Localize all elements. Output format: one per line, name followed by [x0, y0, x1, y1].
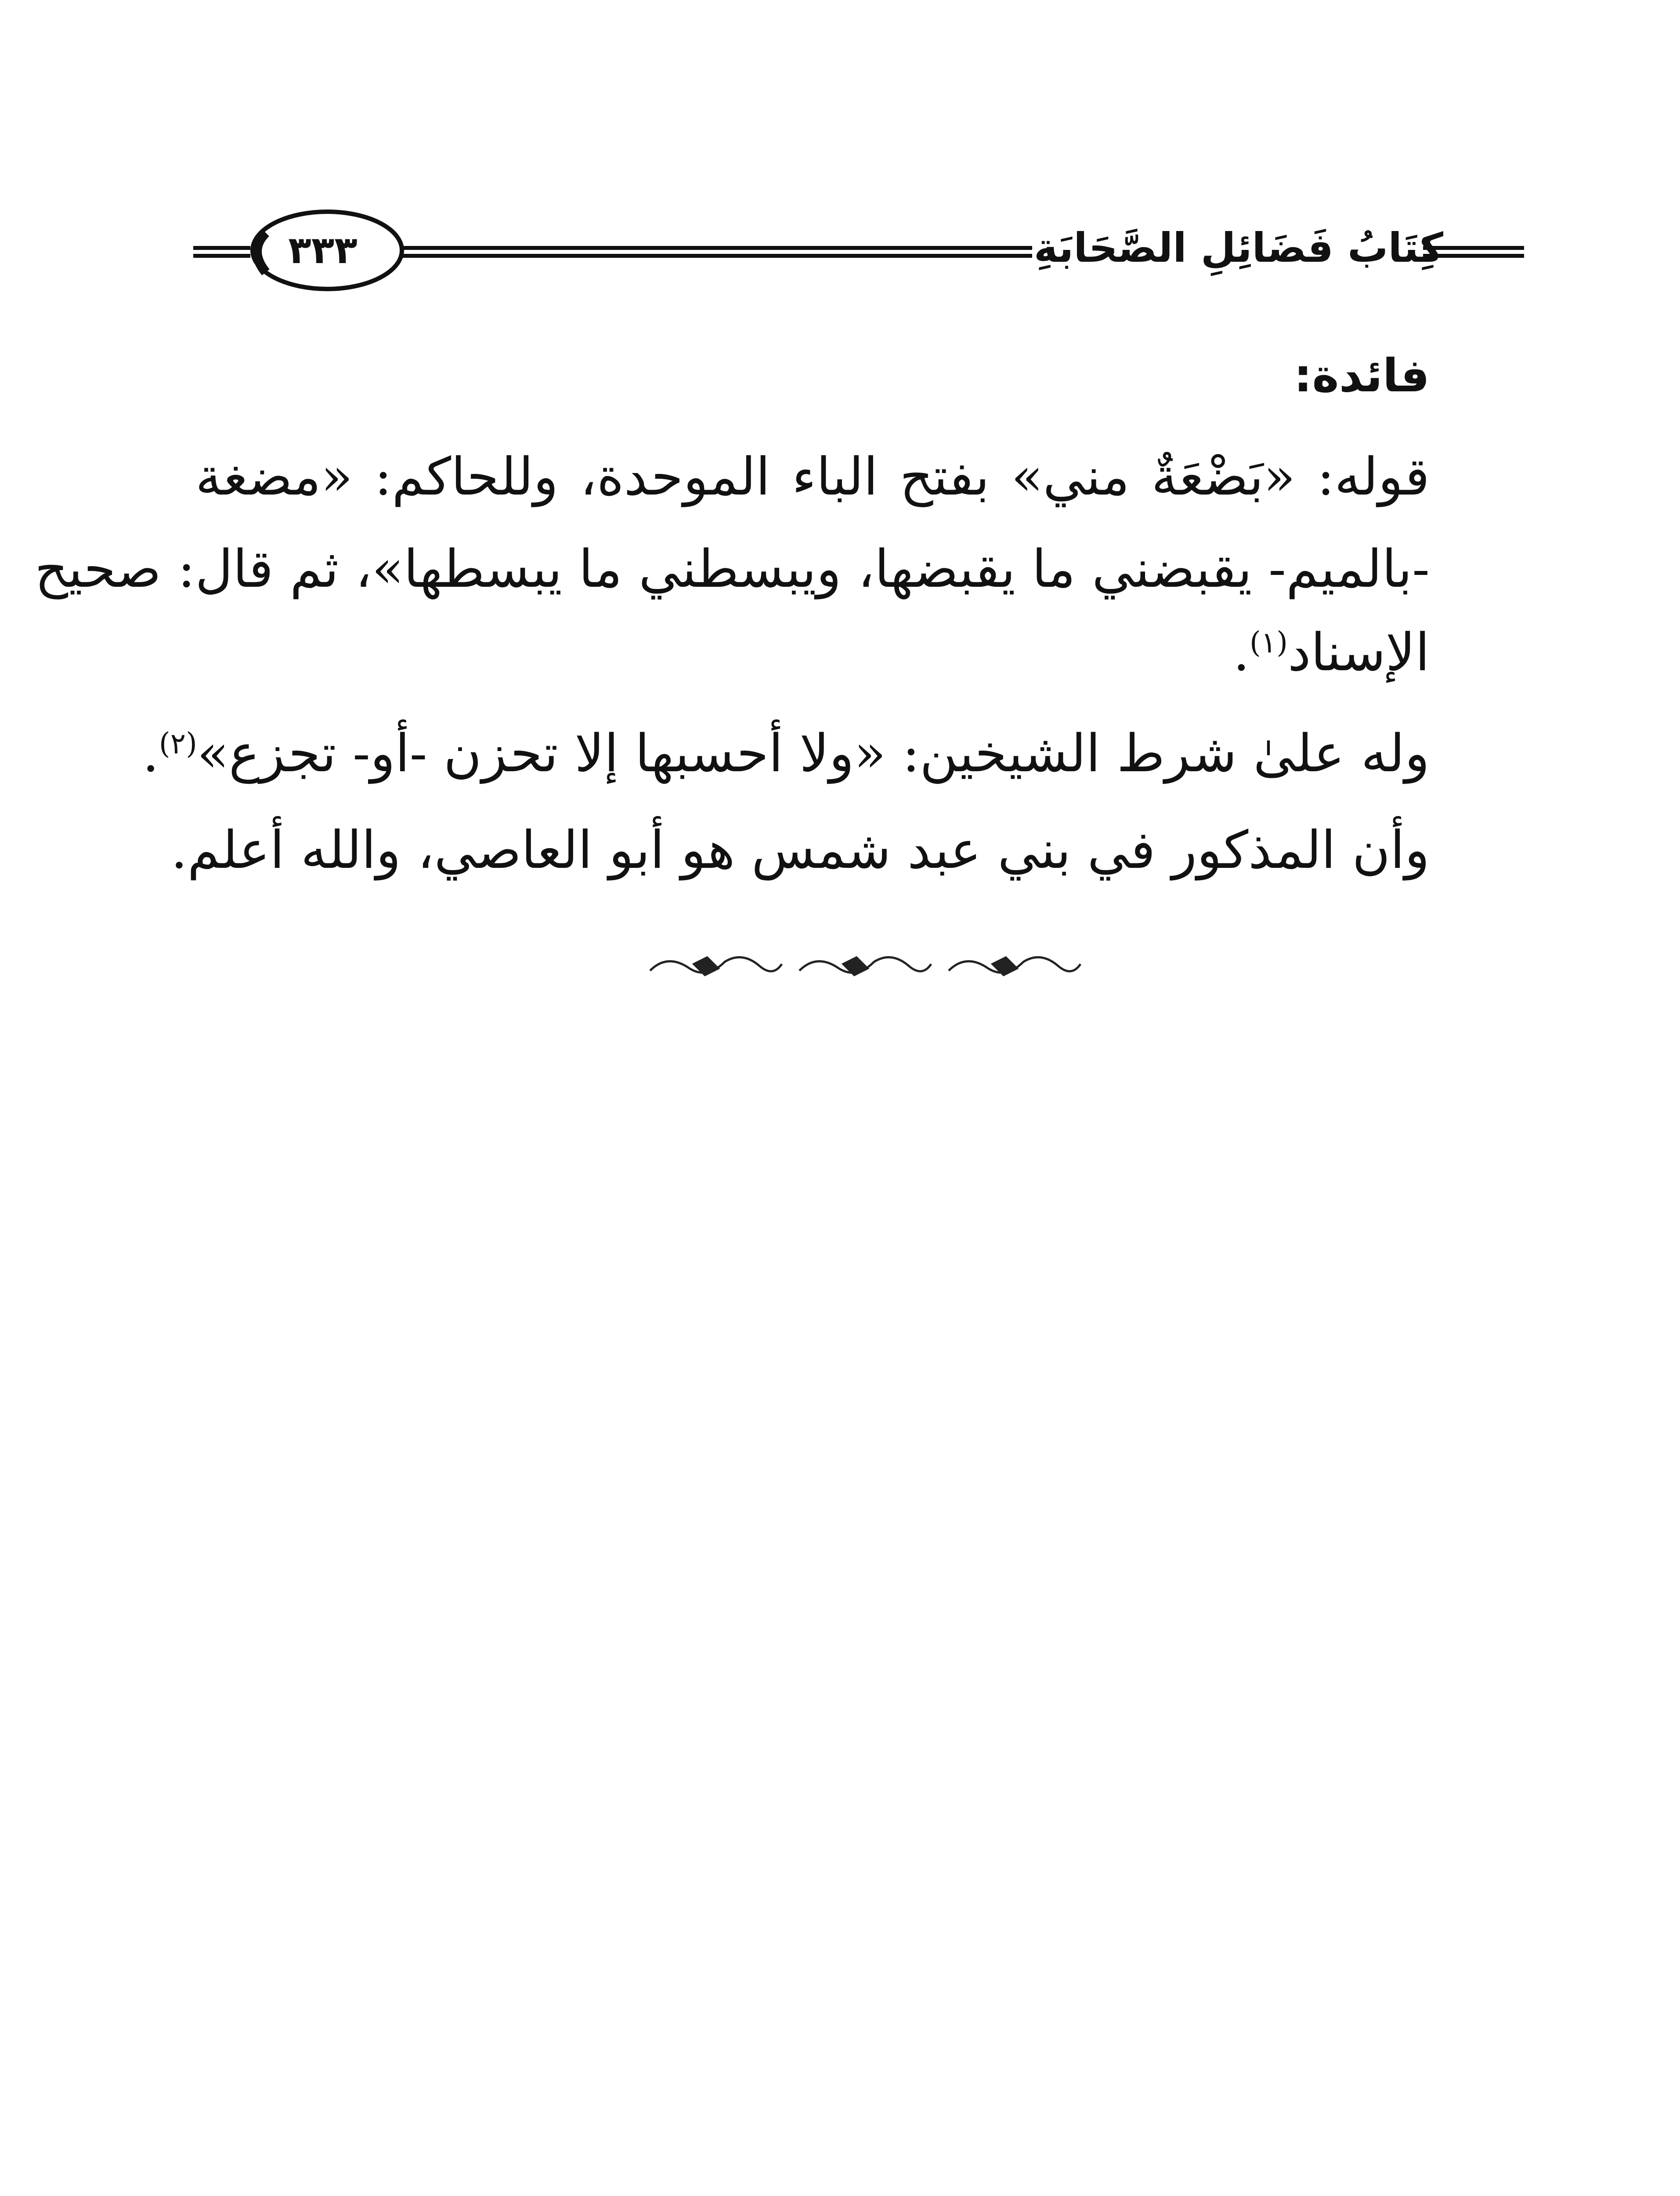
body-line-3-text: الإسناد [1287, 622, 1430, 683]
ornament-motif-left [650, 957, 782, 975]
ornament-divider [641, 944, 1089, 986]
body-line-2: -بالميم- يقبضني ما يقبضها، ويبسطني ما يبسطها»، ثم قال: صحيح [34, 538, 1430, 599]
ornament-motif-center [799, 957, 931, 975]
ornament-motif-right [949, 957, 1080, 975]
body-line-3-end: . [1233, 622, 1250, 683]
footnote-ref-2: (٢) [159, 726, 197, 761]
footnote-ref-1: (١) [1249, 625, 1288, 660]
section-heading: فائدة: [1293, 349, 1430, 402]
header-rule-middle-bottom [395, 254, 1032, 258]
book-title: كِتَابُ فَضَائِلِ الصَّحَابَةِ [1033, 224, 1444, 271]
header-rule-middle-top [395, 246, 1032, 250]
body-line-4 [142, 720, 1430, 786]
body-line-4-text: وله علىٰ شرط الشيخين: «ولا أحسبها إلا تحزن -أو- تجزع» [197, 723, 1430, 784]
body-line-1: قوله: «بَضْعَةٌ مني» بفتح الباء الموحدة، وللحاكم: «مضغة [195, 446, 1430, 507]
body-line-5: وأن المذكور في بني عبد شمس هو أبو العاصي، والله أعلم. [171, 820, 1430, 880]
page-number: ٣٣٣ [288, 228, 358, 272]
body-line-3 [195, 619, 1430, 685]
body-line-4-end: . [142, 723, 159, 784]
